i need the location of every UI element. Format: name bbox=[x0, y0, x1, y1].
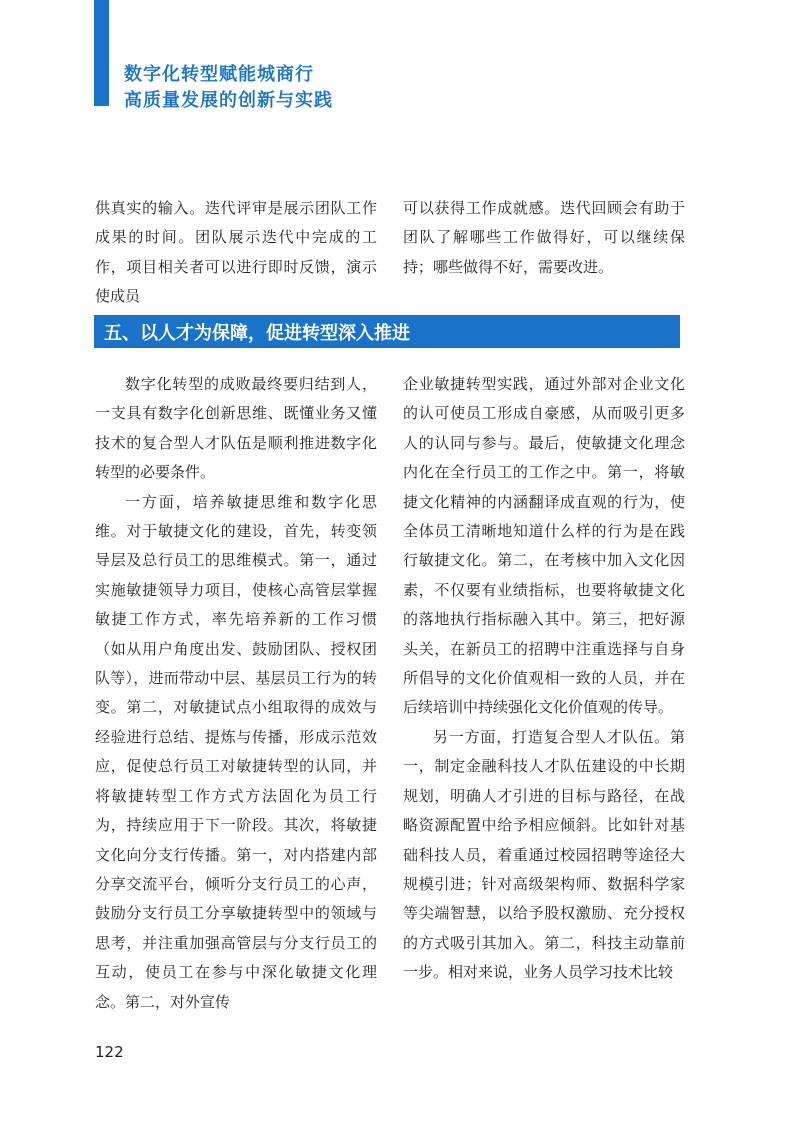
paragraph: 数字化转型的成败最终要归结到人，一支具有数字化创新思维、既懂业务又懂技术的复合型人才队伍是顺利推进数字化转型的必要条件。 bbox=[95, 375, 377, 482]
top-left-column bbox=[95, 194, 377, 312]
running-header-line-1: 数字化转型赋能城商行 bbox=[124, 64, 314, 85]
top-left-paragraph: 供真实的输入。迭代评审是展示团队工作成果的时间。团队展示迭代中完成的工作，项目相关者可以进行即时反馈，演示使成员 bbox=[95, 199, 377, 306]
section-heading-bar bbox=[94, 315, 680, 348]
main-left-column bbox=[95, 370, 377, 1017]
header-accent-bar bbox=[94, 0, 109, 106]
page-number: 122 bbox=[95, 1043, 124, 1061]
running-header-line-2: 高质量发展的创新与实践 bbox=[124, 90, 333, 111]
paragraph: 一方面，培养敏捷思维和数字化思维。对于敏捷文化的建设，首先，转变领导层及总行员工的思维模式。第一，通过实施敏捷领导力项目，使核心高管层掌握敏捷工作方式，率先培养新的工作习惯（如从用户角度出发、鼓励团队、授权团队等），进而带动中层、基层员工行为的转变。第二，对敏捷试点小组取得的成效与经验进行总结、提炼与传播，形成示范效应，促使总行员工对敏捷转型的认同，并将敏捷转型工作方式方法固化为员工行为，持续应用于下一阶段。其次，将敏捷文化向分支行传播。第一，对内搭建内部分享交流平台，倾听分支行员工的心声，鼓励分支行员工分享敏捷转型中的领域与思考，并注重加强高管层与分支行员工的互动，使员工在参与中深化敏捷文化理念。第二，对外宣传 bbox=[95, 492, 377, 1011]
paragraph: 另一方面，打造复合型人才队伍。第一，制定金融科技人才队伍建设的中长期规划，明确人才引进的目标与路径，在战略资源配置中给予相应倾斜。比如针对基础科技人员，着重通过校园招聘等途径大规模引进；针对高级架构师、数据科学家等尖端智慧，以给予股权激励、充分授权的方式吸引其加入。第二，科技主动靠前一步。相对来说，业务人员学习技术比较 bbox=[403, 727, 685, 982]
top-right-column bbox=[403, 194, 685, 282]
running-header bbox=[124, 62, 333, 114]
main-right-column bbox=[403, 370, 685, 988]
top-right-paragraph: 可以获得工作成就感。迭代回顾会有助于团队了解哪些工作做得好，可以继续保持；哪些做得不好，需要改进。 bbox=[403, 199, 685, 276]
paragraph: 企业敏捷转型实践，通过外部对企业文化的认可使员工形成自豪感，从而吸引更多人的认同与参与。最后，使敏捷文化理念内化在全行员工的工作之中。第一，将敏捷文化精神的内涵翻译成直观的行为，使全体员工清晰地知道什么样的行为是在践行敏捷文化。第二，在考核中加入文化因素，不仅要有业绩指标，也要将敏捷文化的落地执行指标融入其中。第三，把好源头关，在新员工的招聘中注重选择与自身所倡导的文化价值观相一致的人员，并在后续培训中持续强化文化价值观的传导。 bbox=[403, 375, 685, 717]
section-heading: 五、以人才为保障，促进转型深入推进 bbox=[104, 322, 410, 344]
